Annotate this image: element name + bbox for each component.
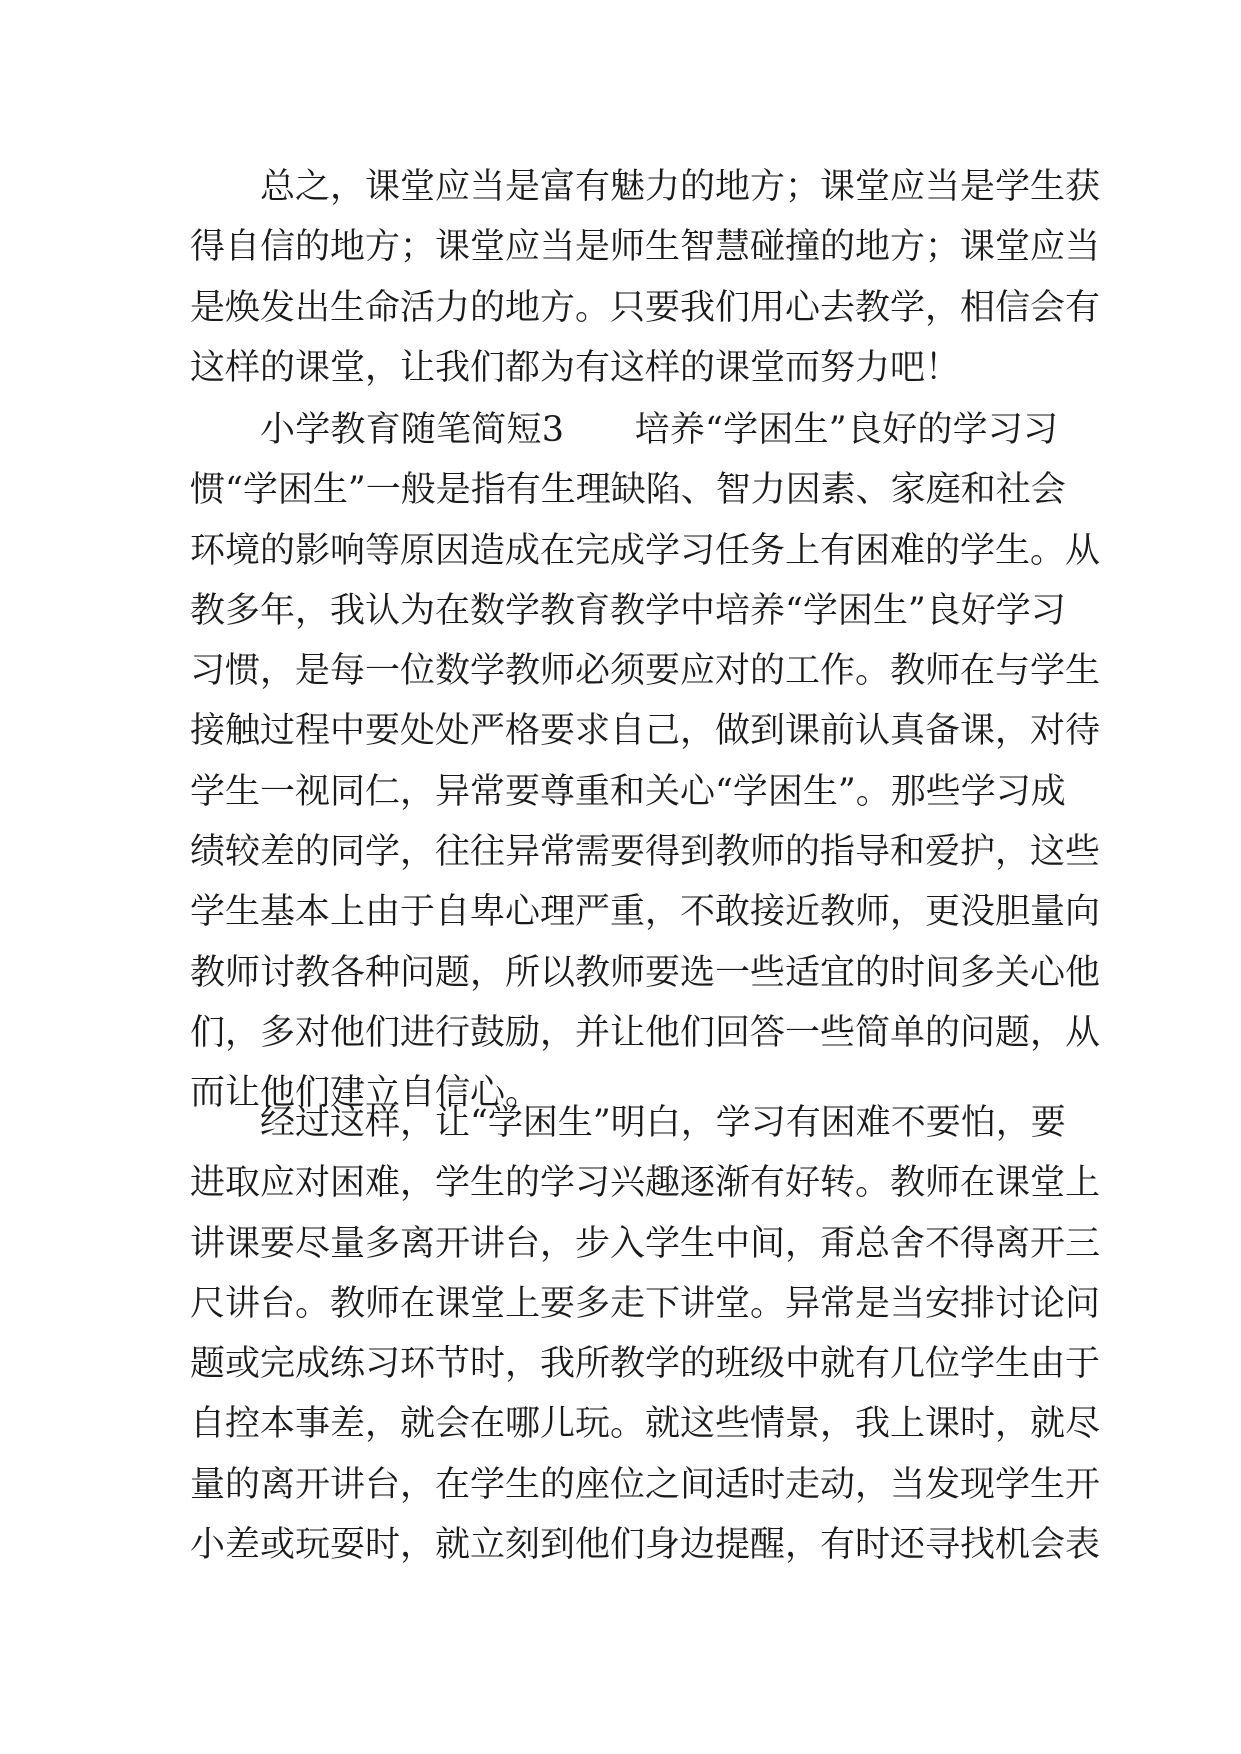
text-line: 讲课要尽量多离开讲台，步入学生中间，甭总舍不得离开三 xyxy=(190,1223,1101,1264)
text-line: 们，多对他们进行鼓励，并让他们回答一些简单的问题，从 xyxy=(190,1012,1101,1053)
text-line: 而让他们建立自信心。 xyxy=(190,1073,541,1114)
paragraph-conclusion xyxy=(190,157,1101,398)
text-line: 题或完成练习环节时，我所教学的班级中就有几位学生由于 xyxy=(190,1344,1101,1385)
text-line: 接触过程中要处处严格要求自己，做到课前认真备课，对待 xyxy=(190,711,1101,752)
text-line: 惯“学困生”一般是指有生理缺陷、智力因素、家庭和社会 xyxy=(190,470,1066,511)
paragraph-essay-3 xyxy=(190,400,1101,1124)
text-line: 习惯，是每一位数学教师必须要应对的工作。教师在与学生 xyxy=(190,651,1101,692)
text-line: 自控本事差，就会在哪儿玩。就这些情景，我上课时，就尽 xyxy=(190,1404,1101,1445)
text-line: 学生基本上由于自卑心理严重，不敢接近教师，更没胆量向 xyxy=(190,892,1101,933)
text-line: 总之，课堂应当是富有魅力的地方；课堂应当是学生获 xyxy=(260,167,1101,207)
paragraph-classroom xyxy=(190,1093,1101,1575)
text-line: 这样的课堂，让我们都为有这样的课堂而努力吧！ xyxy=(190,347,961,388)
text-line: 得自信的地方；课堂应当是师生智慧碰撞的地方；课堂应当 xyxy=(190,227,1101,268)
text-line: 环境的影响等原因造成在完成学习任务上有困难的学生。从 xyxy=(190,530,1101,571)
text-line: 教师讨教各种问题，所以教师要选一些适宜的时间多关心他 xyxy=(190,952,1101,993)
text-line: 是焕发出生命活力的地方。只要我们用心去教学，相信会有 xyxy=(190,287,1101,328)
text-line: 经过这样，让“学困生”明白，学习有困难不要怕，要 xyxy=(260,1103,1066,1143)
text-line: 小学教育随笔简短3 培养“学困生”良好的学习习 xyxy=(260,410,1058,450)
text-line: 教多年，我认为在数学教育教学中培养“学困生”良好学习 xyxy=(190,590,1066,631)
text-line: 进取应对困难，学生的学习兴趣逐渐有好转。教师在课堂上 xyxy=(190,1163,1101,1204)
text-line: 尺讲台。教师在课堂上要多走下讲堂。异常是当安排讨论问 xyxy=(190,1283,1101,1324)
text-line: 绩较差的同学，往往异常需要得到教师的指导和爱护，这些 xyxy=(190,832,1101,873)
text-line: 学生一视同仁，异常要尊重和关心“学困生”。那些学习成 xyxy=(190,771,1066,812)
text-line: 小差或玩耍时，就立刻到他们身边提醒，有时还寻找机会表 xyxy=(190,1525,1101,1566)
text-line: 量的离开讲台，在学生的座位之间适时走动，当发现学生开 xyxy=(190,1464,1101,1505)
